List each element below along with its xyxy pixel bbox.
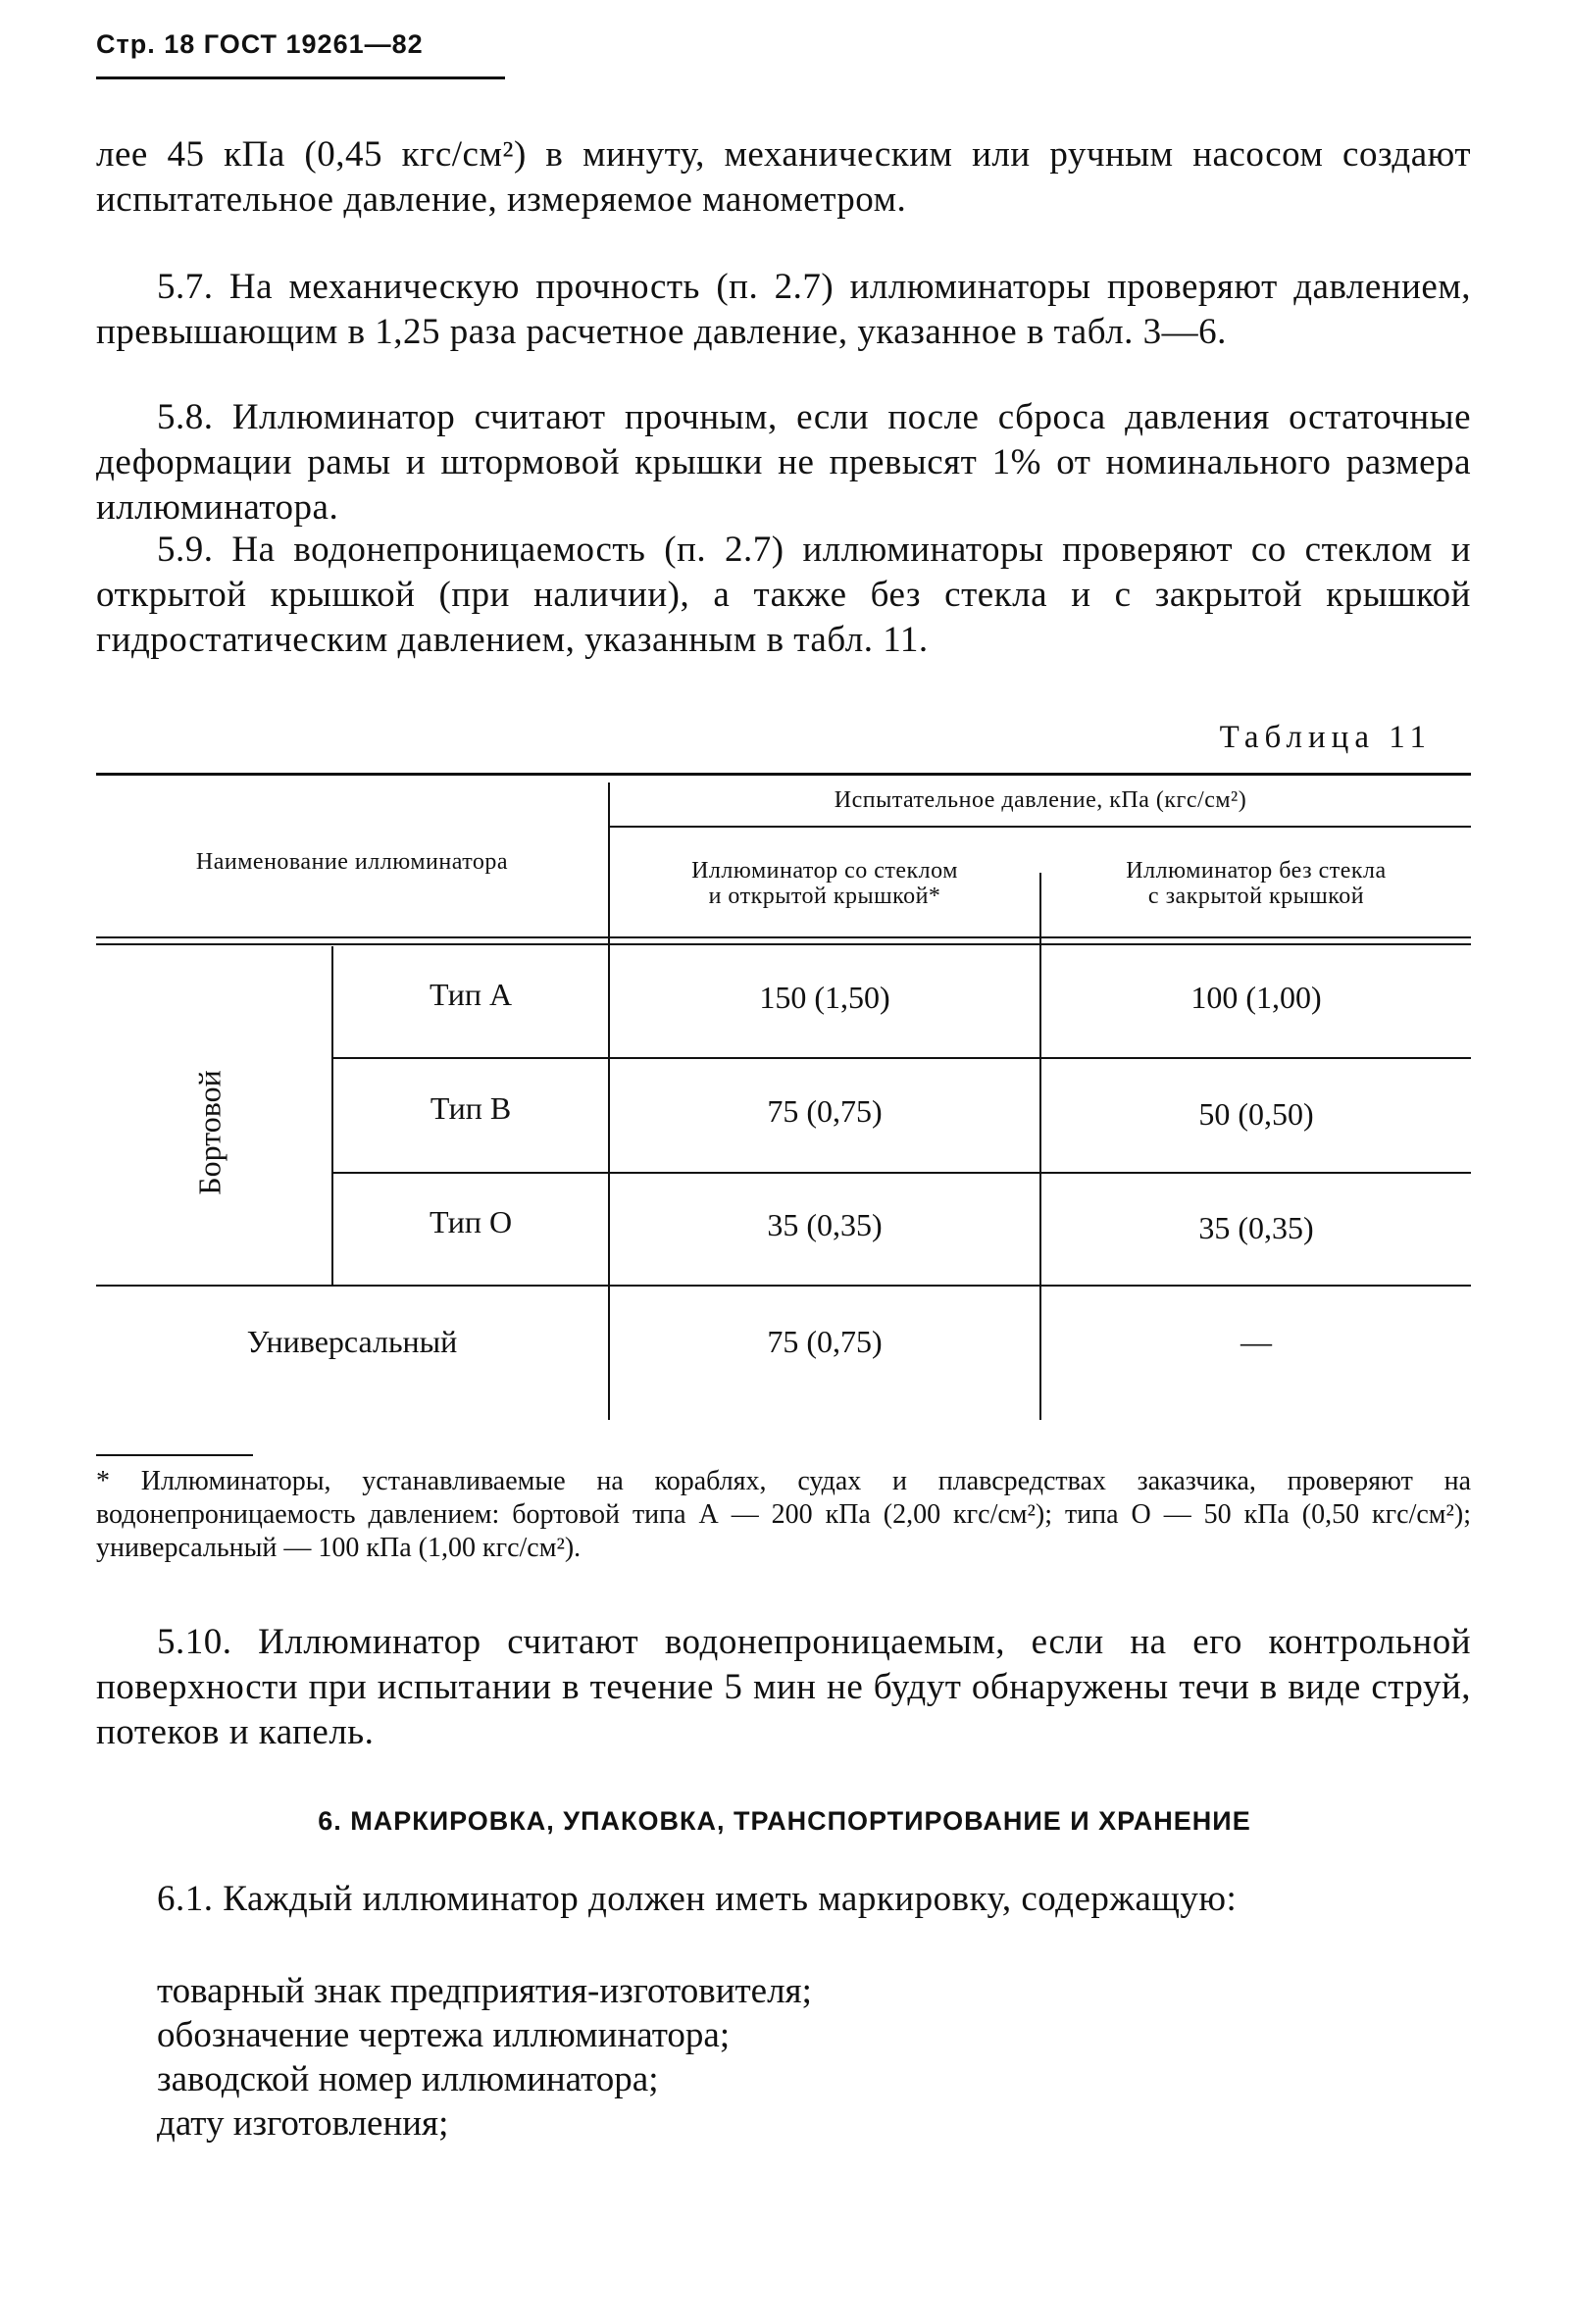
row-value-without-glass: 100 (1,00)	[1190, 980, 1322, 1015]
row-divider-1	[333, 1057, 1471, 1059]
paragraph-5-8: 5.8. Иллюминатор считают прочным, если после сброса давления остаточные деформации рамы и штормовой крышки не превысят 1% от номинального размера иллюминатора.	[96, 397, 1471, 528]
list-item: обозначение чертежа иллюминатора;	[157, 2015, 731, 2055]
row-universal-value-without-glass: —	[1240, 1324, 1272, 1359]
header-col1	[610, 858, 1039, 909]
footnote-rule	[96, 1454, 253, 1456]
list-item: дату изготовления;	[157, 2103, 449, 2144]
header-rule	[96, 76, 505, 79]
header-name: Наименование иллюминатора	[195, 849, 509, 875]
header-col1-line1: Иллюминатор со стеклом	[691, 858, 958, 884]
list-item: товарный знак предприятия-изготовителя;	[157, 1971, 812, 2011]
table-caption: Таблица 11	[1219, 720, 1432, 755]
header-bottom-rule-2	[96, 943, 1471, 945]
paragraph-5-9: 5.9. На водонепроницаемость (п. 2.7) иллюминаторы проверяют со стеклом и открытой крышкой (при наличии), а также без стекла и с закрытой крышкой гидростатическим давлением, указанным в табл. 11.	[96, 530, 1471, 660]
row-universal-name: Универсальный	[246, 1324, 458, 1359]
header-col2-line2: с закрытой крышкой	[1147, 884, 1365, 909]
row-divider-3	[96, 1285, 1471, 1287]
page-header: Стр. 18 ГОСТ 19261—82	[96, 29, 424, 59]
row-type: Тип В	[430, 1090, 512, 1126]
paragraph-5-7: 5.7. На механическую прочность (п. 2.7) иллюминаторы проверяют давлением, превышающим в 1,25 раза расчетное давление, указанное в табл. 3—6.	[96, 267, 1471, 352]
row-type: Тип О	[429, 1204, 513, 1239]
row-universal-value-with-glass: 75 (0,75)	[767, 1324, 883, 1359]
header-bottom-rule-1	[96, 936, 1471, 938]
header-col2-line1: Иллюминатор без стекла	[1126, 858, 1387, 884]
row-value-with-glass: 35 (0,35)	[767, 1207, 883, 1242]
paragraph-continuation: лее 45 кПа (0,45 кгс/см²) в минуту, механическим или ручным насосом создают испытательное давление, измеряемое манометром.	[96, 134, 1471, 220]
group-label-bortovoy: Бортовой	[191, 1070, 228, 1195]
table-footnote: * Иллюминаторы, устанавливаемые на кораблях, судах и плавсредствах заказчика, проверяют на водонепроницаемость давлением: бортовой типа А — 200 кПа (2,00 кгс/см²); типа О — 50 кПа (0,50 кгс/см²); универсальный — 100 кПа (1,00 кгс/см²).	[96, 1466, 1471, 1563]
row-value-without-glass: 35 (0,35)	[1198, 1210, 1314, 1245]
row-divider-2	[333, 1172, 1471, 1174]
row-type: Тип А	[429, 977, 513, 1012]
table-top-rule	[96, 773, 1471, 776]
section-6-title: 6. МАРКИРОВКА, УПАКОВКА, ТРАНСПОРТИРОВАНИЕ И ХРАНЕНИЕ	[318, 1806, 1251, 1836]
row-value-with-glass: 75 (0,75)	[767, 1093, 883, 1129]
header-col1-line2: и открытой крышкой*	[708, 884, 941, 909]
marking-list	[157, 1969, 812, 2146]
header-group: Испытательное давление, кПа (кгс/см²)	[834, 787, 1247, 813]
row-value-without-glass: 50 (0,50)	[1198, 1096, 1314, 1132]
group-header-rule	[610, 826, 1471, 828]
list-item: заводской номер иллюминатора;	[157, 2059, 659, 2099]
paragraph-6-1: 6.1. Каждый иллюминатор должен иметь маркировку, содержащую:	[157, 1879, 1238, 1919]
paragraph-5-10: 5.10. Иллюминатор считают водонепроницаемым, если на его контрольной поверхности при испытании в течение 5 мин не будут обнаружены течи в виде струй, потеков и капель.	[96, 1622, 1471, 1752]
header-col2	[1041, 858, 1471, 909]
row-value-with-glass: 150 (1,50)	[759, 980, 890, 1015]
